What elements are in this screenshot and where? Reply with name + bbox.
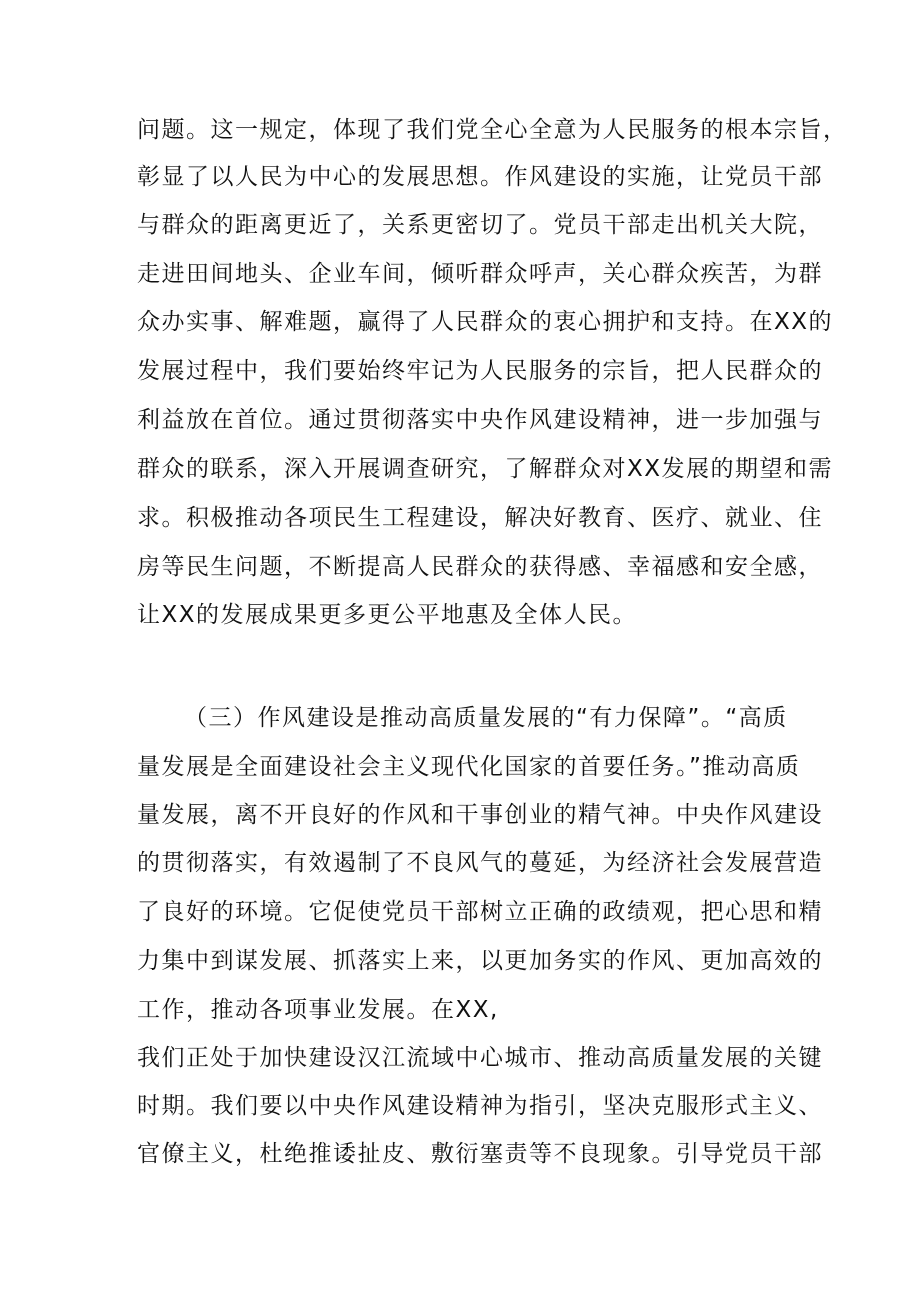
text-line: 走进田间地头、企业车间，倾听群众呼声，关心群众疾苦，为群: [137, 261, 823, 287]
text-line: 力集中到谋发展、抓落实上来，以更加务实的作风、更加高效的: [137, 948, 823, 974]
text-line: 与群众的距离更近了，关系更密切了。党员干部走出机关大院，: [137, 212, 823, 238]
paragraph-heading-line: （三）作风建设是推动高质量发展的“有力保障”。“高质: [184, 705, 788, 731]
text-line: 官僚主义，杜绝推诿扯皮、敷衍塞责等不良现象。引导党员干部: [137, 1141, 823, 1167]
text-line: 了良好的环境。它促使党员干部树立正确的政绩观，把心思和精: [137, 899, 823, 925]
text-line: 彰显了以人民为中心的发展思想。作风建设的实施，让党员干部: [137, 164, 823, 190]
text-line: 利益放在首位。通过贯彻落实中央作风建设精神，进一步加强与: [137, 407, 823, 433]
text-line: 工作，推动各项事业发展。在XX,: [137, 997, 499, 1023]
text-line: 时期。我们要以中央作风建设精神为指引，坚决克服形式主义、: [137, 1093, 823, 1119]
text-line: 房等民生问题，不断提高人民群众的获得感、幸福感和安全感，: [137, 554, 823, 580]
text-line: 群众的联系，深入开展调查研究，了解群众对XX发展的期望和需: [137, 456, 834, 482]
text-line: 我们正处于加快建设汉江流域中心城市、推动高质量发展的关键: [137, 1045, 823, 1071]
text-line: 量发展是全面建设社会主义现代化国家的首要任务。”推动高质: [137, 754, 801, 780]
text-line: 问题。这一规定，体现了我们党全心全意为人民服务的根本宗旨，: [137, 117, 848, 143]
text-line: 的贯彻落实，有效遏制了不良风气的蔓延，为经济社会发展营造: [137, 850, 823, 876]
text-line: 量发展，离不开良好的作风和干事创业的精气神。中央作风建设: [137, 802, 823, 828]
text-line: 发展过程中，我们要始终牢记为人民服务的宗旨，把人民群众的: [137, 358, 823, 384]
text-line: 让XX的发展成果更多更公平地惠及全体人民。: [137, 602, 638, 628]
text-line: 求。积极推动各项民生工程建设，解决好教育、医疗、就业、住: [137, 505, 823, 531]
text-line: 众办实事、解难题，赢得了人民群众的衷心拥护和支持。在XX的: [137, 309, 834, 335]
